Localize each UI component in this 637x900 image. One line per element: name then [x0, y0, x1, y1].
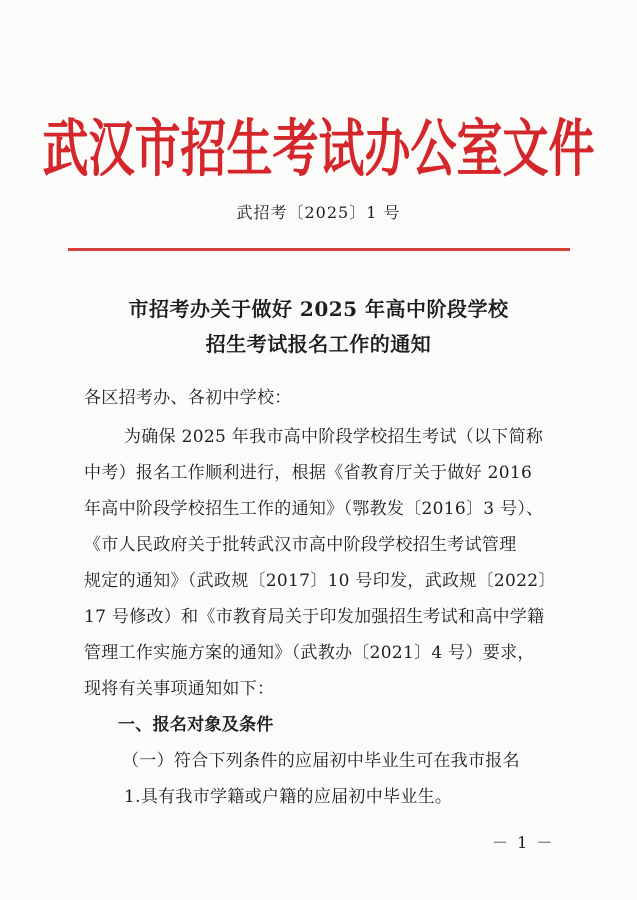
document-header-title: 武汉市招生考试办公室文件	[42, 112, 595, 186]
paragraph-line: 年高中阶段学校招生工作的通知》（鄂教发〔2016〕3 号）、	[84, 499, 544, 519]
document-number: 武招考〔2025〕1 号	[236, 203, 401, 222]
red-divider-line	[68, 248, 570, 251]
paragraph-line: 《市人民政府关于批转武汉市高中阶段学校招生考试管理	[84, 535, 517, 555]
addressee: 各区招考办、各初中学校：	[84, 388, 292, 408]
page-number: － 1 －	[492, 833, 555, 852]
paragraph-line: 管理工作实施方案的通知》（武教办〔2021〕4 号）要求，	[84, 643, 535, 663]
paragraph-line: 现将有关事项通知如下：	[84, 679, 275, 699]
paragraph-line: 规定的通知》（武政规〔2017〕10 号印发，武政规〔2022〕	[84, 571, 556, 591]
paragraph-line: 中考）报名工作顺利进行，根据《省教育厅关于做好 2016	[84, 463, 533, 483]
paragraph-line: 17 号修改）和《市教育局关于印发加强招生考试和高中学籍	[84, 607, 545, 627]
subsection-heading: （一）符合下列条件的应届初中毕业生可在我市报名	[122, 751, 520, 771]
paragraph-line: 为确保 2025 年我市高中阶段学校招生考试（以下简称	[124, 427, 544, 447]
section-heading: 一、报名对象及条件	[118, 715, 274, 735]
notice-title-line-2: 招生考试报名工作的通知	[205, 332, 432, 356]
list-item: 1.具有我市学籍或户籍的应届初中毕业生。	[124, 787, 453, 807]
notice-title-line-1: 市招考办关于做好 2025 年高中阶段学校	[128, 297, 509, 321]
